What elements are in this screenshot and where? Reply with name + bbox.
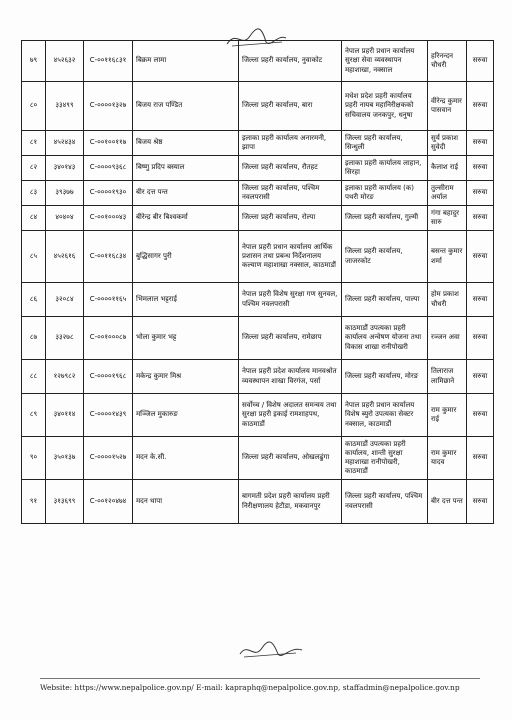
employee-code: C-००१२०४७४ (84, 480, 133, 524)
employee-code: C-००००१९६८ (84, 360, 133, 394)
transferred-office: जिल्ला प्रहरी कार्यालय, पश्चिम नवलपरासी (342, 480, 428, 524)
current-office: जिल्ला प्रहरी कार्यालय, रोल्पा (239, 206, 342, 231)
table-row (22, 181, 494, 206)
transferred-office: नेपाल प्रहरी प्रधान कार्यालय सुरक्षा सेवा व्यवस्थापन महाशाखा, नक्साल (342, 41, 428, 82)
transferred-office: काठमाडौं उपत्यका प्रहरी कार्यालय, शान्ती सुरक्षा महाशाखा रानीपोखरी, काठमाडौं (342, 437, 428, 480)
transferred-office: जिल्ला प्रहरी कार्यालय, सिन्धुली (342, 131, 428, 156)
approver-name: तिलाराज लामिछाने (428, 360, 467, 394)
transferred-office: जिल्ला प्रहरी कार्यालय, जाजरकोट (342, 231, 428, 283)
employee-name: मदन के.सी. (133, 437, 239, 480)
current-office: जिल्ला प्रहरी कार्यालय, रामेछाप (239, 317, 342, 360)
current-office: जिल्ला प्रहरी कार्यालय, बारा (239, 82, 342, 131)
row-number: ८२ (22, 156, 46, 181)
transfer-status: सरुवा (467, 283, 494, 317)
employee-code: C-००००११६५ (84, 283, 133, 317)
row-number: ८७ (22, 317, 46, 360)
row-number: ९० (22, 437, 46, 480)
approver-name: रञ्जन अवा (428, 317, 467, 360)
transfer-status: सरुवा (467, 480, 494, 524)
transfer-status: सरुवा (467, 156, 494, 181)
employee-code: C-००१०००४३ (84, 206, 133, 231)
row-number: ८९ (22, 394, 46, 437)
current-office: नेपाल प्रहरी प्रदेश कार्यालय मानवश्रोत व्यवस्थापन शाखा विरगंज, पर्सा (239, 360, 342, 394)
table-row (22, 231, 494, 283)
approver-name: कैलाश राई (428, 156, 467, 181)
employee-code: C-००००१९३० (84, 181, 133, 206)
row-number: ८० (22, 82, 46, 131)
employee-code: C-००११६८३१ (84, 41, 133, 82)
employee-code: C-००११६८३४ (84, 231, 133, 283)
employee-name: बिष्णु प्रदिप बस्याल (133, 156, 239, 181)
table-row (22, 206, 494, 231)
approver-name: हरिनन्दन चौधरी (428, 41, 467, 82)
current-office: नेपाल प्रहरी प्रधान कार्यालय आर्थिक प्रशासन तथा प्रबन्ध निर्देशनालय कल्याण महाशाखा नक्साल, काठमाडौं (239, 231, 342, 283)
transferred-office: जिल्ला प्रहरी कार्यालय, पाल्पा (342, 283, 428, 317)
transfer-status: सरुवा (467, 360, 494, 394)
row-number: ८३ (22, 181, 46, 206)
transfer-status: सरुवा (467, 394, 494, 437)
employee-name: मञ्जिल मुकारुङ (133, 394, 239, 437)
row-number: ८४ (22, 206, 46, 231)
current-office: जिल्ला प्रहरी कार्यालय, ओखलढुंगा (239, 437, 342, 480)
table-row (22, 437, 494, 480)
current-office: जिल्ला प्रहरी कार्यालय, नुवाकोट (239, 41, 342, 82)
table-row (22, 394, 494, 437)
employee-id: ३२०८४ (46, 283, 84, 317)
transfer-status: सरुवा (467, 206, 494, 231)
employee-id: ३५०१३७ (46, 437, 84, 480)
table-row (22, 283, 494, 317)
employee-id: ४५२६१६ (46, 231, 84, 283)
employee-name: बीर दत्त पन्त (133, 181, 239, 206)
employee-id: ३३४९९ (46, 82, 84, 131)
approver-name: होम प्रकाश चौधरी (428, 283, 467, 317)
current-office: नेपाल प्रहरी विशेष सुरक्षा गण सुनवल, पश्चिम नवलपरासी (239, 283, 342, 317)
employee-name: भोला कुमार भट्ट (133, 317, 239, 360)
table-row (22, 82, 494, 131)
transfer-status: सरुवा (467, 41, 494, 82)
approver-name: तुल्सीराम अर्याल (428, 181, 467, 206)
employee-code: C-००१००११७ (84, 131, 133, 156)
transfer-table (21, 40, 494, 524)
transferred-office: नेपाल प्रहरी प्रधान कार्यालय विशेष ब्युरो उपत्यका सेक्टर नक्साल, काठमाडौं (342, 394, 428, 437)
employee-id: ३१३६९९ (46, 480, 84, 524)
signature-bottom (236, 640, 306, 662)
transferred-office: इलाका प्रहरी कार्यालय (क) पथरी मोरङ (342, 181, 428, 206)
approver-name: बसन्त कुमार शर्मा (428, 231, 467, 283)
row-number: ९१ (22, 480, 46, 524)
employee-name: मदन थापा (133, 480, 239, 524)
employee-code: C-००००१४३९ (84, 394, 133, 437)
current-office: सर्वोच्च / विशेष अदालत समन्वय तथा सुरक्षा प्रहरी इकाई रामशाहपथ, काठमाडौं (239, 394, 342, 437)
employee-id: १२७९८२ (46, 360, 84, 394)
transfer-status: सरुवा (467, 181, 494, 206)
employee-name: मकेन्द्र कुमार मिश्र (133, 360, 239, 394)
employee-id: ४०४०४ (46, 206, 84, 231)
employee-code: C-००००१५२७ (84, 437, 133, 480)
table-row (22, 131, 494, 156)
employee-id: ३४०११४ (46, 394, 84, 437)
transfer-status: सरुवा (467, 82, 494, 131)
approver-name: गंगा बहादुर सारु (428, 206, 467, 231)
table-row (22, 480, 494, 524)
current-office: बागमती प्रदेश प्रहरी कार्यालय प्रहरी निरीक्षणालय हेटौडा, मकवानपुर (239, 480, 342, 524)
employee-code: C-००१०००८७ (84, 317, 133, 360)
transferred-office: काठमाडौं उपत्यका प्रहरी कार्यालय अन्वेषण योजना तथा विकास शाखा रानीपोखरी (342, 317, 428, 360)
employee-name: भिमलाल भट्टराई (133, 283, 239, 317)
approver-name: वीरेन्द्र कुमार पासवान (428, 82, 467, 131)
row-number: ८१ (22, 131, 46, 156)
transferred-office: जिल्ला प्रहरी कार्यालय, गुल्मी (342, 206, 428, 231)
row-number: ८६ (22, 283, 46, 317)
current-office: इलाका प्रहरी कार्यालय अनारमनी, झापा (239, 131, 342, 156)
employee-id: ४५२६३२ (46, 41, 84, 82)
employee-code: C-००००१३२७ (84, 82, 133, 131)
footer-divider (40, 678, 480, 679)
employee-id: ३३२७८ (46, 317, 84, 360)
approver-name: राम कुमार यादव (428, 437, 467, 480)
employee-name: बीरेन्द्र बीर बिश्वकर्मा (133, 206, 239, 231)
approver-name: बीर दत्त पन्त (428, 480, 467, 524)
table-row (22, 41, 494, 82)
employee-name: बिक्रम लामा (133, 41, 239, 82)
row-number: ८५ (22, 231, 46, 283)
transferred-office: जिल्ला प्रहरी कार्यालय, मोरङ (342, 360, 428, 394)
table-row (22, 317, 494, 360)
current-office: जिल्ला प्रहरी कार्यालय, पश्चिम नवलपरासी (239, 181, 342, 206)
table-row (22, 360, 494, 394)
approver-name: सुर्य प्रकाश सुवेदी (428, 131, 467, 156)
approver-name: राम कुमार राई (428, 394, 467, 437)
transfer-status: सरुवा (467, 437, 494, 480)
transferred-office: मधेश प्रदेश प्रहरी कार्यालय प्रहरी नायब महानिरीक्षकको सचिवालय जनकपुर, धनुषा (342, 82, 428, 131)
row-number: ७९ (22, 41, 46, 82)
current-office: जिल्ला प्रहरी कार्यालय, रौतहट (239, 156, 342, 181)
table-row (22, 156, 494, 181)
employee-id: ४५२४३४ (46, 131, 84, 156)
employee-name: बिजय श्रेष्ठ (133, 131, 239, 156)
transfer-status: सरुवा (467, 317, 494, 360)
employee-name: बुद्धिसागर पुरी (133, 231, 239, 283)
transfer-status: सरुवा (467, 131, 494, 156)
employee-id: ३९३७७ (46, 181, 84, 206)
transferred-office: इलाका प्रहरी कार्यालय लाहान, सिरहा (342, 156, 428, 181)
employee-code: C-००००९३६८ (84, 156, 133, 181)
footer-contact: Website: https://www.nepalpolice.gov.np/ E-mail: kapraphq@nepalpolice.gov.np, staffadmin@nepalpolice.gov.np (40, 683, 460, 692)
row-number: ८८ (22, 360, 46, 394)
employee-id: ३४०१४३ (46, 156, 84, 181)
employee-name: बिजय राज पण्डित (133, 82, 239, 131)
transfer-status: सरुवा (467, 231, 494, 283)
